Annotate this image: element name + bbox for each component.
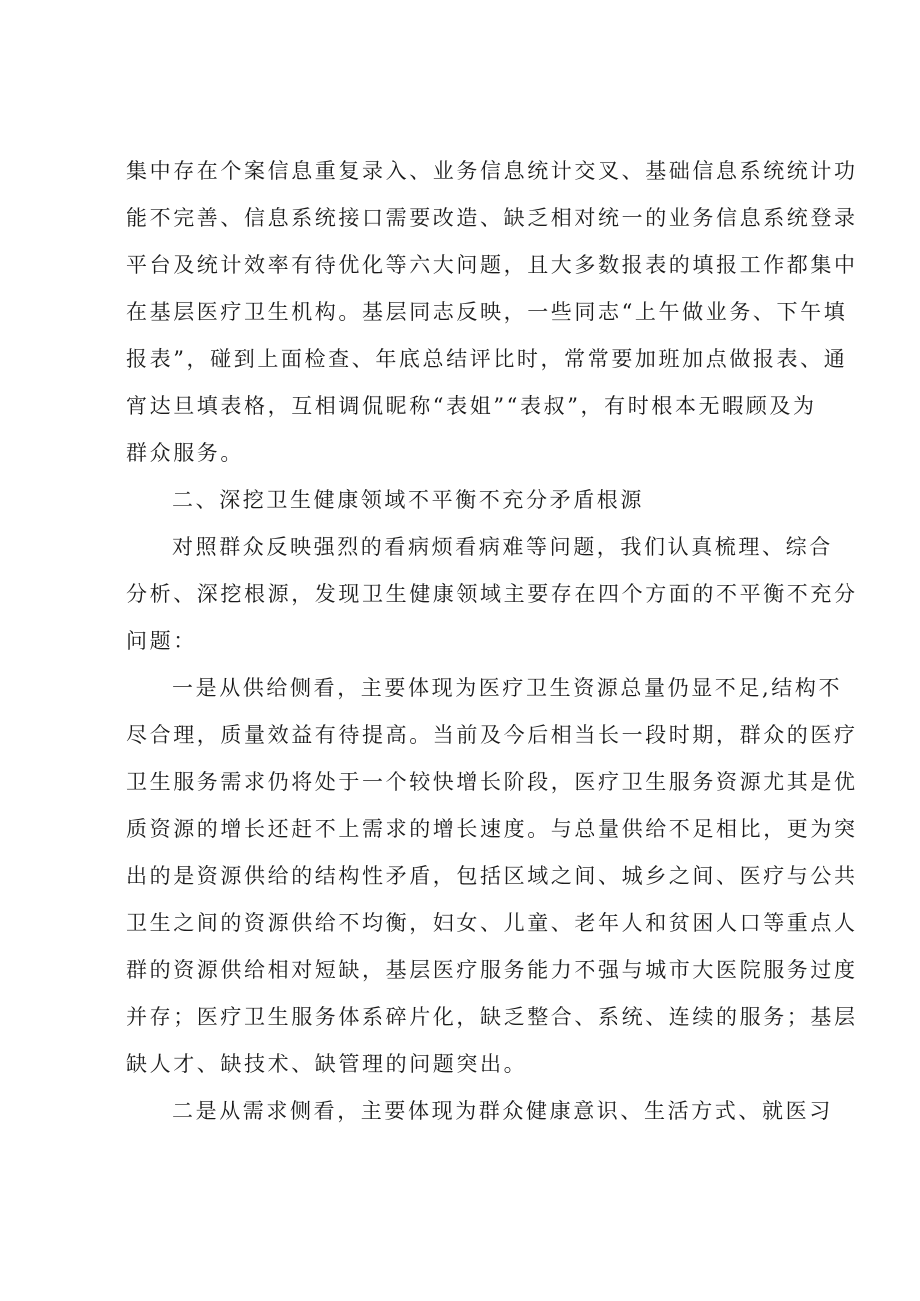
text-line: 分析、深挖根源，发现卫生健康领域主要存在四个方面的不平衡不充分: [126, 582, 858, 606]
text-line: 宵达旦填表格，互相调侃昵称“表姐”“表叔”，有时根本无暇顾及为: [126, 394, 817, 418]
section-heading: 二、深挖卫生健康领域不平衡不充分矛盾根源: [172, 488, 644, 512]
text-line: 一是从供给侧看，主要体现为医疗卫生资源总量仍显不足,结构不: [172, 676, 843, 700]
text-line: 尽合理，质量效益有待提高。当前及今后相当长一段时期，群众的医疗: [126, 723, 858, 747]
document-body: [126, 148, 858, 1135]
text-line: 卫生服务需求仍将处于一个较快增长阶段，医疗卫生服务资源尤其是优: [126, 770, 858, 794]
text-line: 并存；医疗卫生服务体系碎片化，缺乏整合、系统、连续的服务；基层: [126, 1005, 858, 1029]
text-line: 卫生之间的资源供给不均衡，妇女、儿童、老年人和贫困人口等重点人: [126, 911, 858, 935]
text-line: 能不完善、信息系统接口需要改造、缺乏相对统一的业务信息系统登录: [126, 206, 858, 230]
text-line: 问题：: [126, 629, 197, 653]
text-line: 对照群众反映强烈的看病烦看病难等问题，我们认真梳理、综合: [172, 535, 833, 559]
text-line: 二是从需求侧看，主要体现为群众健康意识、生活方式、就医习: [172, 1099, 833, 1123]
text-line: 集中存在个案信息重复录入、业务信息统计交叉、基础信息系统统计功: [126, 159, 858, 183]
text-line: 群众服务。: [126, 441, 244, 465]
text-line: 报表”，碰到上面检查、年底总结评比时，常常要加班加点做报表、通: [126, 347, 848, 371]
text-line: 平台及统计效率有待优化等六大问题，且大多数报表的填报工作都集中: [126, 253, 858, 277]
text-line: 在基层医疗卫生机构。基层同志反映，一些同志“上午做业务、下午填: [126, 300, 848, 324]
text-line: 质资源的增长还赶不上需求的增长速度。与总量供给不足相比，更为突: [126, 817, 858, 841]
text-line: 出的是资源供给的结构性矛盾，包括区域之间、城乡之间、医疗与公共: [126, 864, 858, 888]
text-line: 缺人才、缺技术、缺管理的问题突出。: [126, 1052, 528, 1076]
text-line: 群的资源供给相对短缺，基层医疗服务能力不强与城市大医院服务过度: [126, 958, 858, 982]
